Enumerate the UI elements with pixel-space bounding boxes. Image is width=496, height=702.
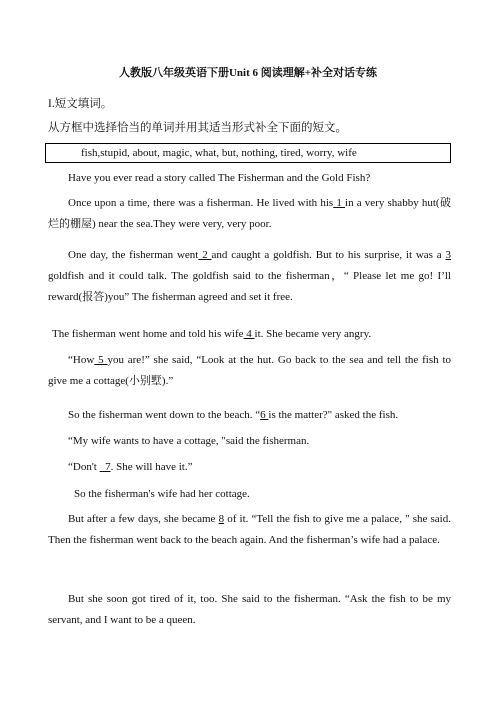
blank-8: 8 bbox=[218, 513, 225, 525]
paragraph-text: of it. “Tell the fish to give me a palace, " she said. Then the fisherman went back to the beach again. And the fisherman’s wife had a palace. bbox=[48, 513, 451, 546]
paragraph-text: you are!” she said, “Look at the hut. Go back to the sea and tell the fish to give me a cottage(小别墅).” bbox=[48, 354, 451, 387]
paragraph-text: Have you ever read a story called The Fisherman and the Gold Fish? bbox=[68, 172, 371, 184]
blank-5: 5 bbox=[94, 354, 108, 366]
paragraph-8 bbox=[48, 457, 451, 478]
paragraph-text: in a very shabby hut(破烂的棚屋) near the sea.They were very, very poor. bbox=[48, 197, 451, 230]
paragraph-text: The fisherman went home and told his wife bbox=[52, 328, 244, 340]
paragraph-text: “My wife wants to have a cottage, "said the fisherman. bbox=[68, 435, 310, 447]
paragraph-text: “Don't bbox=[68, 461, 100, 473]
paragraph-5 bbox=[48, 350, 451, 392]
paragraph-text: So the fisherman went down to the beach. “ bbox=[68, 409, 261, 421]
paragraph-text: goldfish and it could talk. The goldfish said to the fisherman，“ Please let me go! I’ll reward(报答)you” The fisherman agreed and set it free. bbox=[48, 270, 451, 303]
paragraph-4 bbox=[48, 324, 451, 345]
paragraph-text: But after a few days, she became bbox=[68, 513, 219, 525]
word-box bbox=[45, 143, 451, 163]
page-title: 人教版八年级英语下册Unit 6 阅读理解+补全对话专练 bbox=[118, 67, 378, 79]
paragraph-text: it. She became very angry. bbox=[254, 328, 372, 340]
paragraph-10 bbox=[48, 509, 451, 551]
paragraph-text: But she soon got tired of it, too. She said to the fisherman. “Ask the fish to be my servant, and I want to be a queen. bbox=[48, 593, 451, 626]
blank-6: 6 bbox=[260, 409, 269, 421]
word-list: fish,stupid, about, magic, what, but, nothing, tired, worry, wife bbox=[81, 147, 357, 159]
paragraph-3 bbox=[48, 245, 451, 308]
paragraph-text: Once upon a time, there was a fisherman. He lived with his bbox=[68, 197, 334, 209]
paragraph-text: . She will have it.” bbox=[110, 461, 193, 473]
paragraph-text: “How bbox=[68, 354, 95, 366]
blank-1: 1 bbox=[333, 197, 346, 209]
paragraph-text: So the fisherman's wife had her cottage. bbox=[74, 488, 250, 500]
paragraph-text: and caught a goldfish. But to his surprise, it was a bbox=[211, 249, 446, 261]
paragraph-2 bbox=[48, 193, 451, 235]
blank-2: 2 bbox=[198, 249, 212, 261]
instruction-text: 从方框中选择恰当的单词并用其适当形式补全下面的短文。 bbox=[48, 122, 347, 134]
blank-4: 4 bbox=[243, 328, 255, 340]
paragraph-text: One day, the fisherman went bbox=[68, 249, 199, 261]
paragraph-9 bbox=[48, 484, 451, 505]
blank-3: 3 bbox=[445, 249, 451, 261]
paragraph-1 bbox=[48, 168, 451, 189]
paragraph-11 bbox=[48, 589, 451, 631]
paragraph-7 bbox=[48, 431, 451, 452]
blank-7: 7 bbox=[99, 461, 111, 473]
paragraph-text: is the matter?" asked the fish. bbox=[268, 409, 399, 421]
paragraph-6 bbox=[48, 405, 451, 426]
section-heading: I.短文填词。 bbox=[48, 98, 113, 110]
